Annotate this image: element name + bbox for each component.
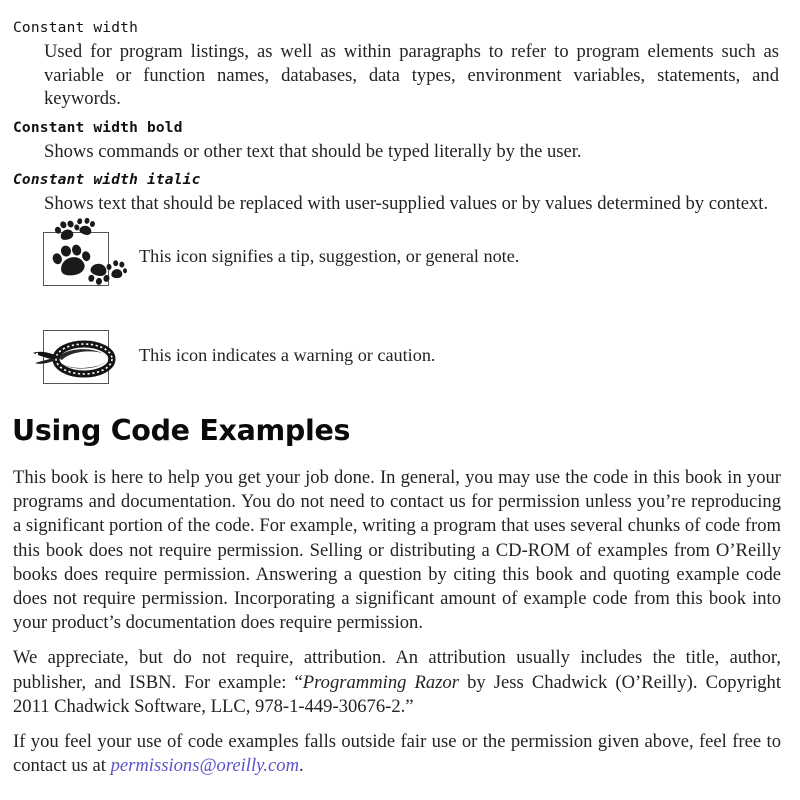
- convention-term-constant-width: Constant width: [13, 20, 139, 36]
- admonition-warning-text: This icon indicates a warning or caution.: [139, 345, 436, 365]
- snake-illustration: [32, 336, 122, 380]
- permissions-email-link[interactable]: permissions@oreilly.com: [110, 755, 299, 777]
- admonition-tip-text: This icon signifies a tip, suggestion, or general note.: [139, 246, 520, 266]
- contact-lead-text: If you feel your use of code examples falls outside fair use or the permission given above, feel free to contact us at: [13, 731, 781, 777]
- paragraph-contact: [13, 730, 781, 778]
- paw-prints-icon: [43, 232, 111, 288]
- convention-definition-constant-width: Used for program listings, as well as within paragraphs to refer to program elements such as variable or function names, databases, data types, environment variables, statements, and keywords.: [44, 41, 779, 110]
- paragraph-attribution: [13, 646, 781, 719]
- contact-tail-text: .: [299, 755, 304, 777]
- paw-print-far-lower-right: [106, 259, 130, 283]
- convention-term-constant-width-italic: Constant width italic: [13, 172, 201, 189]
- convention-definition-constant-width-italic: Shows text that should be replaced with user-supplied values or by values determined by context.: [44, 193, 769, 215]
- convention-definition-constant-width-bold: Shows commands or other text that should be typed literally by the user.: [44, 140, 582, 162]
- admonition-tip: [0, 228, 800, 292]
- section-body: [13, 466, 781, 778]
- page-title: Using Code Examples: [12, 414, 351, 447]
- admonition-warning: [0, 328, 800, 388]
- snake-icon: [43, 330, 111, 386]
- snake-svg: [32, 336, 122, 380]
- convention-term-constant-width-bold: Constant width bold: [13, 119, 183, 136]
- typographic-conventions-list: [13, 18, 785, 216]
- paragraph-permission: This book is here to help you get your job done. In general, you may use the code in this book in your programs and documentation. You do not need to contact us for permission unless you’re reproducing a significant portion of the code. For example, writing a program that uses several chunks of code from this book does not require permission. Selling or distributing a CD-ROM of examples from O’Reilly books does require permission. Answering a question by citing this book and quoting example code does not require permission. Incorporating a significant amount of example code from this book into your product’s documentation does require permission.: [13, 467, 781, 634]
- attribution-tail-text: by Jess Chadwick (O’Reilly). Copyright 2011 Chadwick Software, LLC, 978-1-449-30676-2.”: [13, 671, 782, 717]
- attribution-lead-text: We appreciate, but do not require, attribution. An attribution usually includes the title, author, publisher, and ISBN. For example: “: [13, 647, 781, 693]
- book-title: Programming Razor: [302, 671, 459, 693]
